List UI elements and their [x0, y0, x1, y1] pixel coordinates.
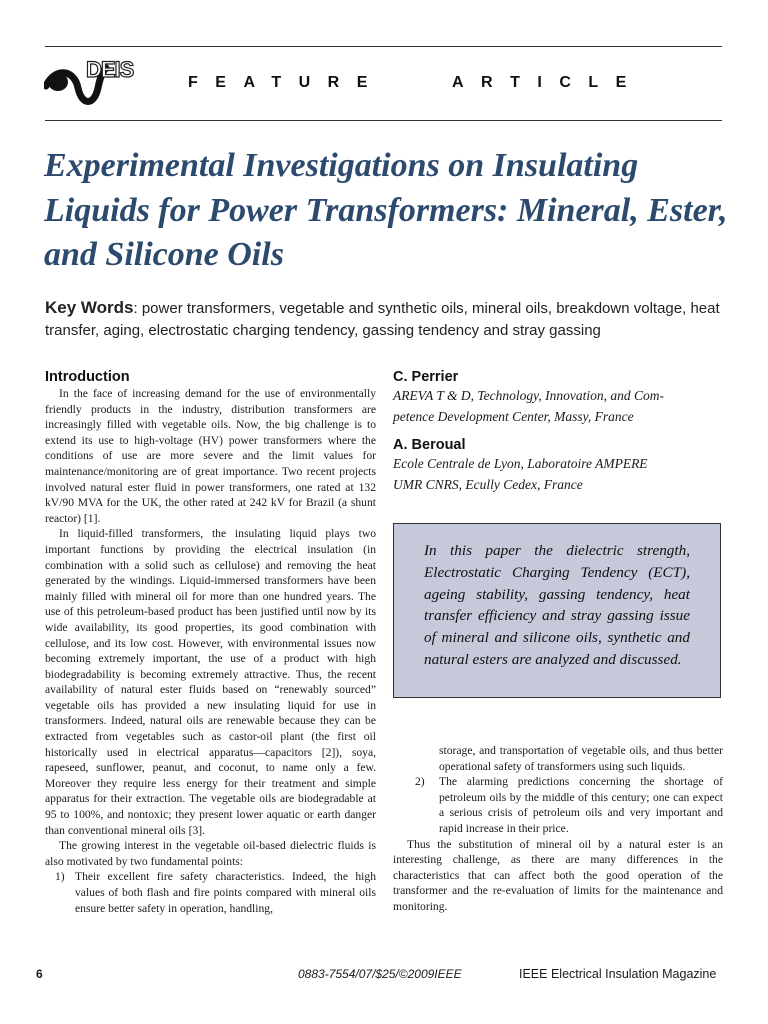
left-column — [45, 369, 376, 916]
author-name: C. Perrier — [393, 369, 459, 385]
keywords-label: Key Words — [45, 298, 134, 317]
kicker-article: ARTICLE — [452, 74, 644, 91]
keywords — [45, 297, 735, 342]
list-number: 1) — [55, 870, 65, 884]
author-affiliation-line: UMR CNRS, Ecully Cedex, France — [393, 476, 583, 492]
intro-paragraph-3: The growing interest in the vegetable oil-based dielectric fluids is also motivated by two fundamental points: — [45, 839, 376, 868]
kicker-feature: FEATURE — [188, 74, 385, 91]
right-column — [393, 369, 723, 495]
top-rule — [45, 46, 722, 47]
right-column-continued — [393, 743, 723, 915]
list-item-2 — [393, 774, 723, 836]
list-item-1 — [45, 869, 376, 916]
author-affiliation-line: petence Development Center, Massy, France — [393, 408, 634, 424]
intro-paragraph-2: In liquid-filled transformers, the insulating liquid plays two important functions by providing the electrical insulation (in combination with a solid such as cellulose) and removing the heat generated by the windings. Liquid-immersed transformers have been mainly filled with mineral oil for more than one hundred years. The use of this petroleum-based product has been justified until now by its wide availability, its good properties, its good combination with cellulose, and its low cost. However, with environmental issues now becoming extremely important, the use of a product with high biodegradability is becoming extremely attractive. Thus, the recent availability of natural ester fluids based on “renewably sourced” vegetable oils has provided a new insulating liquid for use in transformers. Indeed, natural oils are renewable because they can be extracted from vegetables such as castor-oil plant (the first oil historically used in electrical apparatus—capacitors [2]), soya, rapeseed, sunflower, peanut, and coconut, to name only a few. Moreover they require less energy for their treatment and simple apparatus for their extraction. The vegetable oils are biodegradable at 95 to 100%, and nontoxic; they present lower aquatic or earth danger than conventional mineral oils [3]. — [45, 527, 376, 837]
abstract-box: In this paper the dielectric strength, Electrostatic Charging Tendency (ECT), ageing stability, gassing tendency, heat transfer efficiency and stray gassing issue of mineral and silicone oils, synthetic and natural esters are analyzed and discussed. — [393, 523, 721, 698]
closing-paragraph: Thus the substitution of mineral oil by a natural ester is an interesting challenge, as there are many differences in the characteristics that can affect both the good operation of the transformer and the re-evaluation of limits for the maintenance and monitoring. — [393, 837, 723, 913]
logo-text: DEIS — [86, 57, 134, 82]
list-item-1-continued — [393, 743, 723, 774]
list-item-1-continued-text: storage, and transportation of vegetable oils, and thus better operational safety of transformers using such liquids. — [439, 744, 723, 773]
author-name: A. Beroual — [393, 437, 466, 453]
article-title: Experimental Investigations on Insulating Liquids for Power Transformers: Mineral, Ester, and Silicone Oils — [44, 147, 728, 273]
list-item-1-text: Their excellent fire safety characteristics. Indeed, the high values of both flash and fire points compared with mineral oils ensure better safety in operation, handling, — [75, 870, 376, 915]
copyright-code: 0883-7554/07/$25/©2009IEEE — [298, 967, 462, 981]
list-item-2-text: The alarming predictions concerning the shortage of petroleum oils by the middle of this century; one can expect a serious crisis of petroleum oils and very important and rapid increase in their price. — [439, 775, 723, 835]
magazine-name: IEEE Electrical Insulation Magazine — [519, 967, 717, 981]
keywords-text: : power transformers, vegetable and synthetic oils, mineral oils, breakdown voltage, heat transfer, aging, electrostatic charging tendency, gassing tendency and stray gassing — [45, 300, 720, 339]
introduction-heading: Introduction — [45, 369, 130, 385]
author-affiliation-line: Ecole Centrale de Lyon, Laboratoire AMPERE — [393, 456, 648, 471]
list-number: 2) — [415, 775, 425, 789]
author-affiliation-line: AREVA T & D, Technology, Innovation, and Com- — [393, 388, 664, 403]
page-number: 6 — [36, 967, 43, 981]
header-rule — [45, 120, 722, 121]
intro-paragraph-1: In the face of increasing demand for the use of environmentally friendly products in the industry, distribution transformers are increasingly filled with vegetable oils. Now, the big challenge is to extend its use to high-voltage (HV) power transformers where the conditions of use are more severe and the limit values for maintenance/monitoring are of great importance. Two recent projects involved natural ester fluid in power transformers, one rated at 132 kV/90 MVA for the UK, the other rated at 242 kV for Brazil (a shunt reactor) [1]. — [45, 387, 376, 525]
